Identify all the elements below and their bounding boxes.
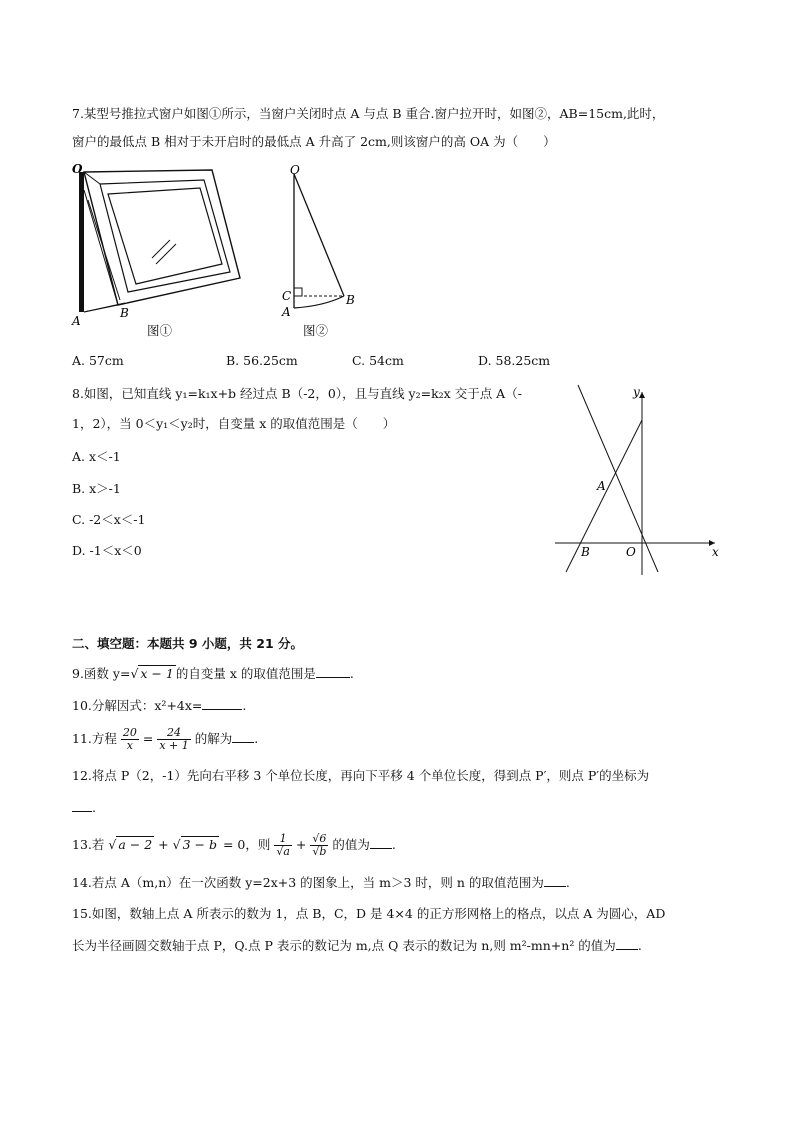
q7-figure-2 <box>280 160 370 320</box>
graph-label-a: A <box>597 479 606 493</box>
fig1-label-a: A <box>72 314 81 328</box>
q13: 13.若 √ a − 2 + √ 3 − b = 0，则 $\frac{1}{√a}$ + $\frac{√6}{√b}$ 的值为 . <box>72 832 396 858</box>
q11: 11.方程 $\frac{20}{x}$ = $\frac{24}{x + 1}$ 的解为 . <box>72 726 259 752</box>
q9-sqrt: √ x − 1 <box>130 666 174 681</box>
q7-choice-d: D. 58.25cm <box>478 353 551 368</box>
q8-choice-c: C. -2＜x＜-1 <box>72 512 146 527</box>
fig2-label-b: B <box>346 293 355 307</box>
q13-sqrt-1: √ a − 2 <box>108 837 153 852</box>
q13-fraction-1: $\frac{1}{√a}$ <box>276 832 290 858</box>
q9-suffix: 的自变量 x 的取值范围是 <box>175 666 316 681</box>
q8-line2: 1，2），当 0＜y₁＜y₂时，自变量 x 的取值范围是（ ） <box>72 416 396 431</box>
q7-choice-a: A. 57cm <box>72 353 124 368</box>
q11-blank <box>232 730 254 743</box>
fig2-label-a: A <box>282 305 291 319</box>
q14-blank <box>544 874 566 887</box>
q10: 10.分解因式：x²+4x= . <box>72 698 247 713</box>
q10-blank <box>202 697 242 710</box>
q8-choice-a: A. x＜-1 <box>72 449 121 464</box>
fig2-caption: 图② <box>303 323 329 338</box>
fig1-label-b: B <box>120 306 129 320</box>
q11-fraction-2: $\frac{24}{x + 1}$ <box>159 726 189 752</box>
q9-blank <box>316 665 350 678</box>
q15-line1: 15.如图，数轴上点 A 所表示的数为 1，点 B，C，D 是 4×4 的正方形网格上的格点，以点 A 为圆心，AD <box>72 906 666 921</box>
q7-choice-c: C. 54cm <box>352 353 404 368</box>
q13-fraction-2: $\frac{√6}{√b}$ <box>312 832 327 858</box>
q11-fraction-1: $\frac{20}{x}$ <box>122 726 137 752</box>
graph-label-b: B <box>581 545 590 559</box>
q7-line2: 窗户的最低点 B 相对于未开启时的最低点 A 升高了 2cm,则该窗户的高 OA 为（ ） <box>72 134 556 149</box>
q11-suffix: 的解为 <box>194 731 233 746</box>
fig2-label-o: O <box>290 163 300 177</box>
q11-prefix: 11.方程 <box>72 731 117 746</box>
graph-label-x: x <box>712 545 719 559</box>
q12-blank <box>72 799 92 812</box>
q8-line1: 8.如图，已知直线 y₁=k₁x+b 经过点 B（-2，0），且与直线 y₂=k₂x 交于点 A（- <box>72 386 522 401</box>
q15-line2: 长为半径画圆交数轴于点 P，Q.点 P 表示的数记为 m,点 Q 表示的数记为 n,则 m²-mn+n² 的值为 . <box>72 938 642 953</box>
line-y2 <box>578 385 658 572</box>
q10-prefix: 10.分解因式：x²+4x= <box>72 698 203 713</box>
fig2-label-c: C <box>282 289 292 303</box>
q15-blank <box>616 937 638 950</box>
graph-label-y: y <box>633 385 640 399</box>
q12-line2: . <box>72 799 96 816</box>
fig1-label-o: O <box>72 162 83 176</box>
q14: 14.若点 A（m,n）在一次函数 y=2x+3 的图象上，当 m＞3 时，则 n 的取值范围为 . <box>72 875 570 890</box>
q9: 9.函数 y=√ x − 1 的自变量 x 的取值范围是 . <box>72 666 354 681</box>
section-2-header: 二、填空题：本题共 9 小题，共 21 分。 <box>72 636 304 651</box>
q7-line1: 7.某型号推拉式窗户如图①所示，当窗户关闭时点 A 与点 B 重合.窗户拉开时，如图②，AB=15cm,此时， <box>72 106 665 121</box>
q13-sqrt-2: √ 3 − b <box>172 837 217 852</box>
fig1-caption: 图① <box>147 323 173 338</box>
q8-graph <box>550 380 730 580</box>
q7-figure-1 <box>70 160 250 330</box>
q8-choice-d: D. -1＜x＜0 <box>72 543 142 558</box>
q7-choice-b: B. 56.25cm <box>226 353 298 368</box>
q8-choice-b: B. x＞-1 <box>72 481 121 496</box>
q12-line1: 12.将点 P（2，-1）先向右平移 3 个单位长度，再向下平移 4 个单位长度，得到点 P′，则点 P′的坐标为 <box>72 768 650 783</box>
q9-prefix: 9.函数 y= <box>72 666 131 681</box>
q13-blank <box>370 836 392 849</box>
graph-label-o: O <box>626 545 636 559</box>
